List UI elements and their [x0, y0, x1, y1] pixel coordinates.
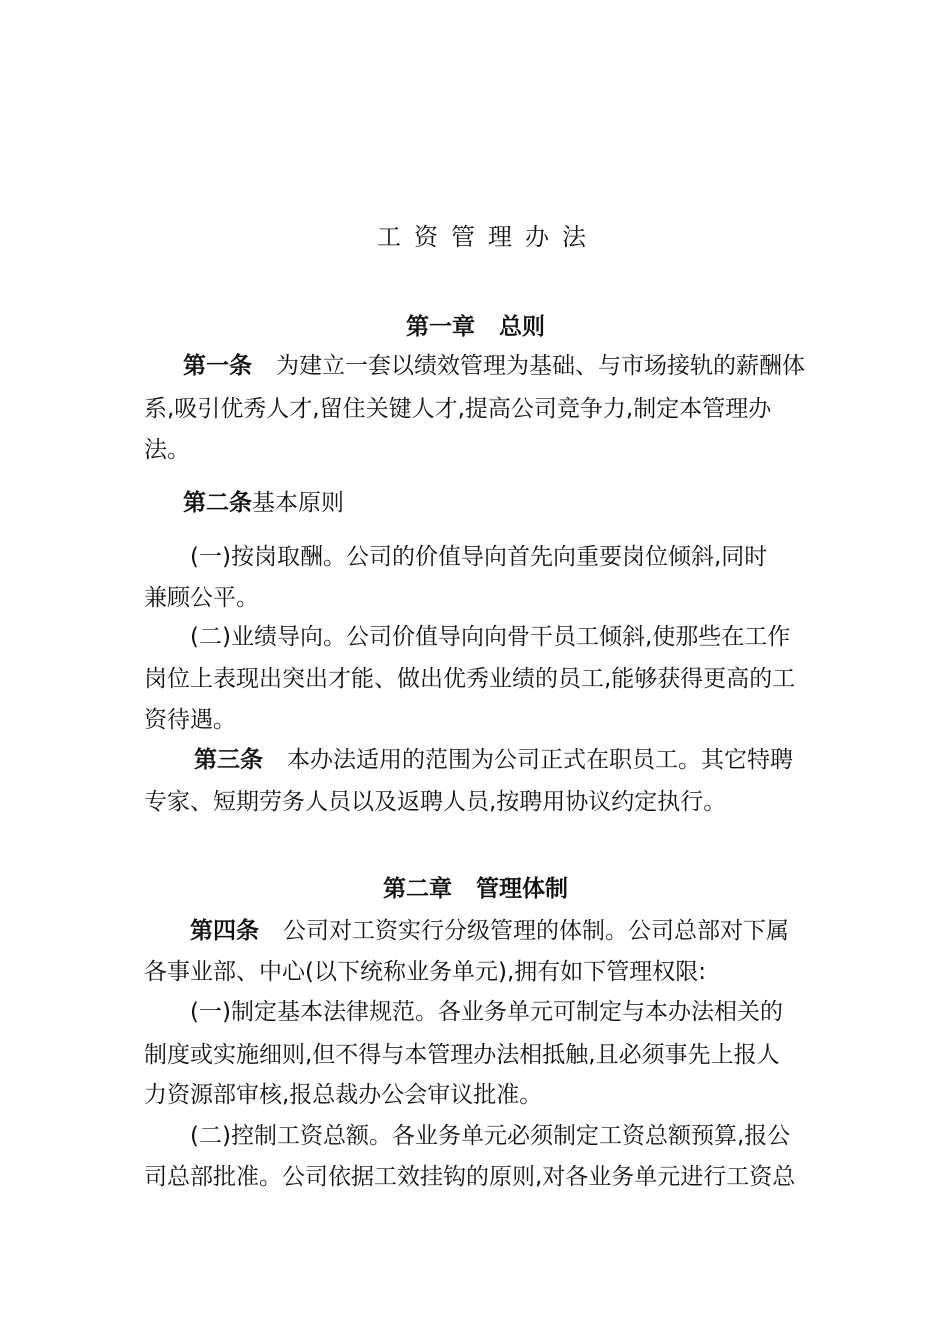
- article-2-item-2-line-2: 岗位上表现出突出才能、做出优秀业绩的员工,能够获得更高的工: [144, 666, 796, 692]
- article-3-line-1: [194, 745, 793, 775]
- article-1-line-2: 系,吸引优秀人才,留住关键人才,提高公司竞争力,制定本管理办: [144, 396, 772, 422]
- article-4-line-2: 各事业部、中心(以下统称业务单元),拥有如下管理权限:: [144, 959, 707, 985]
- article-text: 本办法适用的范围为公司正式在职员工。其它特聘: [287, 747, 793, 773]
- article-1-line-3: 法。: [144, 437, 190, 463]
- article-4-item-1-line-2: 制度或实施细则,但不得与本管理办法相抵触,且必须事先上报人: [144, 1042, 780, 1068]
- article-4-item-1-line-1: (一)制定基本法律规范。各业务单元可制定与本办法相关的: [190, 999, 783, 1025]
- article-2-item-2-line-3: 资待遇。: [144, 707, 236, 733]
- article-label: 第四条: [190, 918, 259, 944]
- article-heading-text: 基本原则: [252, 490, 344, 516]
- article-2-heading: [183, 488, 344, 518]
- article-3-line-2: 专家、短期劳务人员以及返聘人员,按聘用协议约定执行。: [144, 789, 727, 815]
- chapter-name: 总则: [499, 314, 545, 340]
- article-2-item-2-line-1: (二)业绩导向。公司价值导向向骨干员工倾斜,使那些在工作: [190, 624, 791, 650]
- article-4-item-2-line-1: (二)控制工资总额。各业务单元必须制定工资总额预算,报公: [190, 1123, 791, 1149]
- article-2-item-1-line-2: 兼顾公平。: [144, 585, 259, 611]
- article-4-line-1: [190, 916, 789, 946]
- article-4-item-2-line-2: 司总部批准。公司依据工效挂钩的原则,对各业务单元进行工资总: [144, 1164, 796, 1190]
- article-label: 第三条: [194, 747, 263, 773]
- article-label: 第二条: [183, 490, 252, 516]
- chapter-heading: [383, 874, 568, 904]
- article-4-item-1-line-3: 力资源部审核,报总裁办公会审议批准。: [144, 1082, 543, 1108]
- article-text: 为建立一套以绩效管理为基础、与市场接轨的薪酬体: [276, 353, 805, 379]
- document-title: 工资管理办法: [377, 223, 599, 251]
- chapter-number: 第一章: [406, 314, 475, 340]
- chapter-number: 第二章: [383, 876, 452, 902]
- article-label: 第一条: [183, 353, 252, 379]
- chapter-heading: [406, 312, 545, 342]
- article-text: 公司对工资实行分级管理的体制。公司总部对下属: [283, 918, 789, 944]
- article-2-item-1-line-1: (一)按岗取酬。公司的价值导向首先向重要岗位倾斜,同时: [190, 544, 768, 570]
- chapter-name: 管理体制: [476, 876, 568, 902]
- article-1-line-1: [183, 351, 805, 381]
